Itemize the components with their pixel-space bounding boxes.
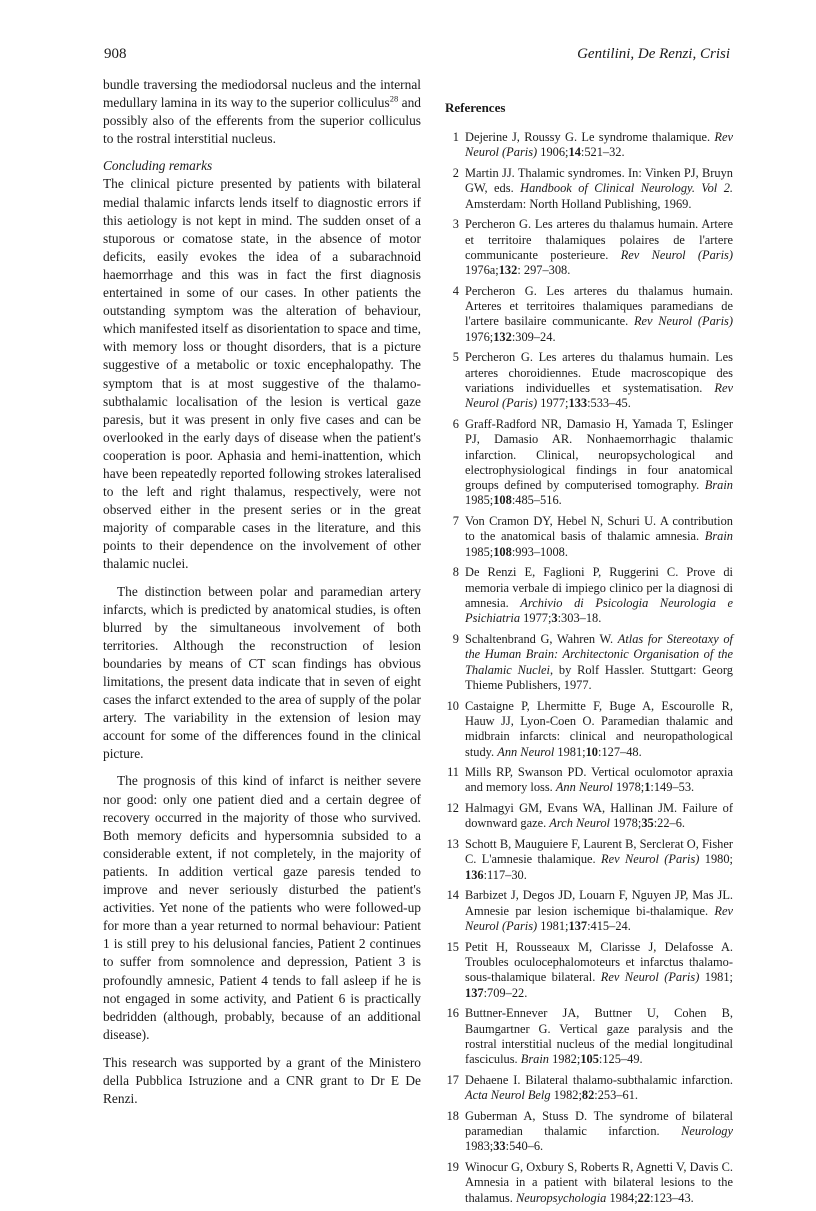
reference-number: 1 <box>452 130 459 144</box>
reference-journal: Ann Neurol <box>497 744 555 759</box>
reference-text: 1906; <box>537 145 569 160</box>
reference-item <box>445 284 733 345</box>
reference-text: De Renzi E, Faglioni P, Ruggerini C. Prove di memoria verbale di impiego clinico per la diagnosi di amnesia. <box>465 565 733 611</box>
reference-item <box>445 514 733 560</box>
reference-text: Halmagyi GM, Evans WA, Hallinan JM. Failure of downward gaze. <box>465 801 733 831</box>
reference-volume: 22 <box>637 1190 651 1205</box>
reference-text: 1981; <box>554 744 586 759</box>
reference-number: 9 <box>452 632 459 647</box>
reference-journal: Archivio di Psicologia Neurologia e Psichiatria <box>465 596 733 626</box>
reference-number: 4 <box>452 283 459 298</box>
reference-journal: Neuropsychologia <box>515 1190 607 1205</box>
body-column <box>103 76 421 1108</box>
reference-text: Buttner-Ennever JA, Buttner U, Cohen B, Baumgartner G. Vertical gaze paralysis and the rostral interstitial nucleus of the medial longitudinal fasciculus. <box>465 1006 733 1067</box>
reference-text: Petit H, Rousseaux M, Clarisse J, Delafosse A. Troubles oculocephalomoteurs et infarctus thalamo-sous-thalamique bilateral. <box>465 939 733 985</box>
reference-item <box>445 417 733 509</box>
paragraph-continued <box>103 76 421 148</box>
reference-text: Guberman A, Stuss D. The syndrome of bilateral paramedian thalamic infarction. <box>465 1108 733 1139</box>
reference-journal: Rev Neurol (Paris) <box>465 903 733 934</box>
reference-number: 11 <box>447 765 459 780</box>
reference-journal: Rev Neurol (Paris) <box>620 247 734 262</box>
reference-text: Percheron G. Les arteres du thalamus humain. Artere et territoire thalamiques polaires de l'artere communicante posterieure. <box>465 217 733 262</box>
reference-journal: Handbook of Clinical Neurology. Vol 2. <box>520 181 733 196</box>
reference-text: Castaigne P, Lhermitte F, Buge A, Escourolle R, Hauw JJ, Lyon-Coen O. Paramedian thalamic and midbrain infarcts: clinical and neuropathological study. <box>465 698 733 759</box>
reference-text: Amsterdam: North Holland Publishing, 1969. <box>465 196 692 211</box>
reference-number: 6 <box>452 417 459 431</box>
reference-number: 5 <box>452 350 459 365</box>
reference-volume: 137 <box>568 919 588 934</box>
reference-volume: 137 <box>465 985 484 1000</box>
reference-volume: 35 <box>641 816 654 831</box>
reference-text: 1976a; <box>465 263 499 278</box>
reference-number: 15 <box>446 939 459 954</box>
paragraph-text: and possibly also of the efferents from the superior colliculus to the rostral interstitial nucleus. <box>103 95 422 147</box>
reference-number: 3 <box>452 217 459 232</box>
reference-text: 1984; <box>606 1190 638 1205</box>
reference-journal: Brain <box>704 529 733 544</box>
reference-text: Dehaene I. Bilateral thalamo-subthalamic infarction. <box>465 1072 733 1087</box>
paragraph-text: bundle traversing the mediodorsal nucleus and the internal medullary lamina in its way to the superior colliculus <box>103 77 421 111</box>
reference-pages: :709–22. <box>483 985 528 1000</box>
reference-pages: :149–53. <box>650 780 695 795</box>
acknowledgement: This research was supported by a grant of the Ministero della Pubblica Istruzione and a CNR grant to Dr E De Renzi. <box>103 1054 421 1107</box>
reference-journal: Acta Neurol Belg <box>465 1088 551 1103</box>
page-number: 908 <box>104 46 127 62</box>
reference-item <box>445 765 733 796</box>
reference-number: 19 <box>446 1160 459 1175</box>
reference-item <box>445 1160 733 1206</box>
reference-text: 1976; <box>465 329 494 344</box>
reference-volume: 108 <box>493 493 512 508</box>
reference-item <box>445 217 733 278</box>
reference-list <box>445 130 733 1206</box>
reference-number: 17 <box>446 1072 459 1087</box>
reference-text: 1982; <box>550 1088 582 1103</box>
reference-volume: 108 <box>493 544 512 559</box>
reference-text: 1982; <box>548 1052 581 1067</box>
reference-journal: Rev Neurol (Paris) <box>465 381 733 411</box>
reference-pages: :22–6. <box>653 816 686 831</box>
section-heading: Concluding remarks <box>103 158 213 174</box>
paragraph: The prognosis of this kind of infarct is neither severe nor good: only one patient died and a certain degree of recovery occurred in the majority of those who survived. Both memory deficits and hypersomnia subsided to a considerable extent, if not completely, in the majority of patients. In addition vertical gaze paresis tended to improve and never seriously disturbed the patient's activities. Yet none of the patients who were followed-up for more than a year returned to normal behaviour: Patient 1 is still prey to his delusional fancies, Patient 2 continues to suffer from somnolence and depression, Patient 3 is profoundly amnesic, Patient 4 tends to fall asleep if he is not engaged in some activity, and Patient 6 is practically bedridden (although, probably, because of an additional disease). <box>103 773 421 1042</box>
reference-text: Percheron G. Les arteres du thalamus humain. Arteres et territoires thalamiques paramedians de l'artere basilaire communicante. <box>465 283 733 329</box>
reference-text: 1978; <box>612 780 645 795</box>
reference-text: 1985; <box>465 493 494 508</box>
reference-journal: Neurology <box>681 1124 733 1139</box>
reference-text: 1978; <box>609 816 642 831</box>
reference-number: 13 <box>446 837 459 852</box>
reference-volume: 136 <box>465 867 484 882</box>
reference-text: Martin JJ. Thalamic syndromes. In: Vinken PJ, Bruyn GW, eds. <box>465 165 733 196</box>
reference-journal: Rev Neurol (Paris) <box>600 970 700 985</box>
reference-text: 1980; <box>699 852 734 867</box>
reference-pages: :125–49. <box>598 1052 643 1067</box>
references-heading: References <box>445 100 506 115</box>
reference-number: 14 <box>446 888 459 903</box>
reference-pages: :127–48. <box>598 744 642 759</box>
reference-text: 1977; <box>537 396 569 411</box>
reference-item <box>445 801 733 832</box>
reference-journal: Atlas for Stereotaxy of the Human Brain: Architectonic Organisation of the Thalamic Nuclei <box>465 632 733 677</box>
reference-journal: Ann Neurol <box>555 780 613 795</box>
reference-pages: :303–18. <box>557 611 602 626</box>
citation-superscript: 28 <box>389 93 399 104</box>
reference-journal: Brain <box>520 1052 549 1067</box>
reference-text: 1985; <box>465 544 494 559</box>
reference-item <box>445 166 733 212</box>
reference-text: Mills RP, Swanson PD. Vertical oculomotor apraxia and memory loss. <box>465 765 733 795</box>
reference-number: 8 <box>452 565 459 580</box>
reference-volume: 132 <box>498 263 518 278</box>
reference-journal: Rev Neurol (Paris) <box>601 852 700 867</box>
paragraph: The clinical picture presented by patients with bilateral medial thalamic infarcts lends itself to diagnostic errors if this aetiology is not kept in mind. The sudden onset of a stuporous or comatose state, in the absence of motor deficits, easily evokes the idea of a subarachnoid haemorrhage and this was in fact the first diagnosis entertained in some of our cases. In other patients the outstanding symptom was the alteration of behaviour, which manifested itself as disorientation to space and time, with memory loss or thought disorders, that is a picture suggestive of a metabolic or toxic encephalopathy. The symptom that is at most suggestive of the thalamo-subthalamic localisation of the lesion is vertical gaze paresis, but it was present in only five cases and can be overlooked in the early days of disease when the patient's cooperation is poor. Aphasia and hemi-inattention, which have been repeatedly reported following strokes lateralised to the left and right thalamus, respectively, were not observed either in the present series or in the great majority of comparable cases in the literature, and this points to their dependence on the involvement of other thalamic nuclei. <box>103 176 421 572</box>
reference-pages: :521–32. <box>580 145 625 160</box>
reference-item <box>445 565 733 626</box>
reference-item <box>445 350 733 411</box>
reference-text: Schott B, Mauguiere F, Laurent B, Serclerat O, Fisher C. L'amnesie thalamique. <box>465 837 733 867</box>
reference-text: 1981; <box>537 919 569 934</box>
reference-volume: 82 <box>581 1088 595 1103</box>
reference-text: Von Cramon DY, Hebel N, Schuri U. A contribution to the anatomical basis of thalamic amnesia. <box>465 514 733 544</box>
reference-journal: Arch Neurol <box>549 816 610 831</box>
reference-pages: :540–6. <box>505 1139 544 1154</box>
reference-number: 16 <box>446 1006 459 1021</box>
reference-text: Schaltenbrand G, Wahren W. <box>465 632 618 647</box>
reference-volume: 10 <box>585 744 598 759</box>
references-column <box>445 100 733 1211</box>
reference-item <box>445 1109 733 1155</box>
reference-text: 1983; <box>465 1139 494 1154</box>
reference-text: Winocur G, Oxbury S, Roberts R, Agnetti V, Davis C. Amnesia in a patient with bilateral lesions to the thalamus. <box>465 1160 733 1205</box>
reference-volume: 132 <box>493 329 512 344</box>
reference-text: Dejerine J, Roussy G. Le syndrome thalamique. <box>465 130 715 144</box>
reference-journal: Rev Neurol (Paris) <box>633 314 734 329</box>
reference-pages: :309–24. <box>511 329 556 344</box>
reference-pages: :533–45. <box>587 396 631 411</box>
reference-volume: 133 <box>568 396 588 411</box>
running-head: Gentilini, De Renzi, Crisi <box>577 46 730 62</box>
reference-volume: 3 <box>551 611 558 626</box>
reference-number: 7 <box>452 514 459 529</box>
reference-item <box>445 940 733 1001</box>
reference-journal: Brain <box>704 478 733 493</box>
reference-volume: 14 <box>568 145 581 160</box>
reference-text: Percheron G. Les arteres du thalamus humain. Les arteres choroidiennes. Etude macroscopique des variations individuelles et systematisation. <box>465 350 733 396</box>
reference-text: 1977; <box>520 611 552 626</box>
reference-pages: :253–61. <box>594 1088 639 1103</box>
reference-pages: : 297–308. <box>517 263 571 278</box>
reference-item <box>445 1006 733 1067</box>
reference-number: 12 <box>446 801 459 816</box>
reference-number: 10 <box>446 698 459 713</box>
reference-item <box>445 1073 733 1104</box>
reference-text: Graff-Radford NR, Damasio H, Yamada T, Eslinger PJ, Damasio AR. Nonhaemorrhagic thalamic infarction. Clinical, neuropsychological and electrophysiological findings in four anatomical groups defined by computerised tomography. <box>465 417 733 493</box>
reference-item <box>445 632 733 693</box>
reference-text: 1981; <box>699 970 733 985</box>
reference-pages: :485–516. <box>511 493 562 508</box>
reference-journal: Rev Neurol (Paris) <box>465 130 733 160</box>
reference-volume: 1 <box>644 780 651 795</box>
reference-text: , by Rolf Hassler. Stuttgart: Georg Thieme Publishers, 1977. <box>465 662 733 692</box>
reference-volume: 33 <box>493 1139 506 1154</box>
reference-pages: :117–30. <box>483 867 527 882</box>
reference-item <box>445 699 733 760</box>
reference-item <box>445 130 733 161</box>
paragraph: The distinction between polar and paramedian artery infarcts, which is predicted by anatomical studies, is often blurred by the simultaneous involvement of both territories. Although the reconstruction of lesion boundaries by means of CT scan findings has obvious limitations, the present data indicate that in seven of eight cases the infarct extended to the area of supply of the polar artery. The variability in the extension of lesion may account for some of the differences found in the clinical picture. <box>103 583 421 762</box>
reference-pages: :123–43. <box>650 1190 694 1205</box>
reference-volume: 105 <box>580 1052 599 1067</box>
reference-pages: :415–24. <box>587 919 631 934</box>
reference-pages: :993–1008. <box>511 544 568 559</box>
reference-text: Barbizet J, Degos JD, Louarn F, Nguyen JP, Mas JL. Amnesie par lesion ischemique bi-thalamique. <box>465 888 733 918</box>
reference-item <box>445 888 733 934</box>
reference-item <box>445 837 733 883</box>
reference-number: 18 <box>446 1108 459 1123</box>
reference-number: 2 <box>452 165 459 180</box>
